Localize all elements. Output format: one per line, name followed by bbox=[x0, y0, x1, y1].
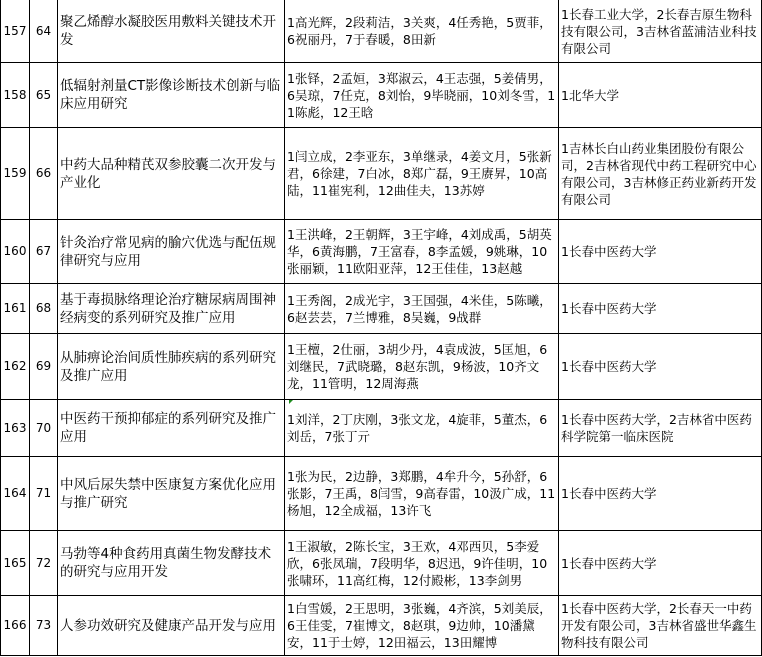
people-cell: 1刘洋，2丁庆刚，3张文龙，4旋菲，5董杰，6刘岳，7张丁亓 bbox=[285, 400, 559, 457]
people-cell: 1王洪峰，2王朝辉，3王宇峰，4刘成禹，5胡英华，6黄海鹏，7王富春，8李孟媛，9姚琳，10张丽颖，11欧阳亚萍，12王佳佳，13赵越 bbox=[285, 220, 559, 284]
seq-cell: 160 bbox=[1, 220, 30, 284]
num-cell: 64 bbox=[30, 0, 58, 63]
table-row bbox=[1, 128, 762, 220]
seq-cell: 162 bbox=[1, 334, 30, 400]
project-title-cell: 低辐射剂量CT影像诊断技术创新与临床应用研究 bbox=[58, 63, 285, 128]
num-cell: 71 bbox=[30, 457, 58, 531]
seq-cell: 164 bbox=[1, 457, 30, 531]
table-row bbox=[1, 400, 762, 457]
num-cell: 65 bbox=[30, 63, 58, 128]
table-row bbox=[1, 220, 762, 284]
org-cell: 1吉林长白山药业集团股份有限公司，2吉林省现代中药工程研究中心有限公司，3吉林修正药业新药开发有限公司 bbox=[559, 128, 762, 220]
org-cell: 1长春中医药大学 bbox=[559, 220, 762, 284]
people-cell: 1高光辉，2段莉洁，3关爽，4任秀艳，5贾菲，6祝丽丹，7于春暖，8田新 bbox=[285, 0, 559, 63]
num-cell: 68 bbox=[30, 284, 58, 334]
table-row bbox=[1, 596, 762, 656]
org-cell: 1长春中医药大学 bbox=[559, 531, 762, 596]
num-cell: 66 bbox=[30, 128, 58, 220]
org-cell: 1长春中医药大学 bbox=[559, 284, 762, 334]
table-row bbox=[1, 531, 762, 596]
cell-comment-marker bbox=[289, 400, 293, 404]
project-title-cell: 中药大品种精芪双参胶囊二次开发与产业化 bbox=[58, 128, 285, 220]
people-cell: 1王淑敏，2陈长宝，3王欢，4邓西贝，5李爱欣，6张凤瑞，7段明华，8迟迅，9许佳明，10张啸环，11高红梅，12付殿彬，13李剑男 bbox=[285, 531, 559, 596]
people-cell: 1王秀阁，2成光宇，3王国强，4米佳，5陈曦，6赵芸芸，7兰博雅，8吴巍，9战群 bbox=[285, 284, 559, 334]
people-cell: 1王檀，2仕丽，3胡少丹，4袁成波，5匡旭，6刘继民，7武晓璐，8赵东凯，9杨波，10齐文龙，11管明，12周海燕 bbox=[285, 334, 559, 400]
org-cell: 1长春中医药大学，2吉林省中医药科学院第一临床医院 bbox=[559, 400, 762, 457]
num-cell: 72 bbox=[30, 531, 58, 596]
project-title-cell: 聚乙烯醇水凝胶医用敷料关键技术开发 bbox=[58, 0, 285, 63]
people-cell: 1闫立成，2李亚东，3单继录，4姜文月，5张新君，6徐建，7白冰，8郑广磊，9王赓昇，10高陆，11崔宪利，12曲佳夫，13苏婷 bbox=[285, 128, 559, 220]
num-cell: 73 bbox=[30, 596, 58, 656]
project-title-cell: 人参功效研究及健康产品开发与应用 bbox=[58, 596, 285, 656]
project-title-cell: 基于毒损脉络理论治疗糖尿病周围神经病变的系列研究及推广应用 bbox=[58, 284, 285, 334]
num-cell: 70 bbox=[30, 400, 58, 457]
seq-cell: 166 bbox=[1, 596, 30, 656]
project-title-cell: 中风后尿失禁中医康复方案优化应用与推广研究 bbox=[58, 457, 285, 531]
people-cell: 1张为民，2边静，3郑鹏，4牟升今，5孙舒，6张影，7王禹，8闫雪，9高春雷，10汲广成，11杨旭，12全成福，13许飞 bbox=[285, 457, 559, 531]
people-cell: 1白雪媛，2王思明，3张巍，4齐滨，5刘美辰，6王佳雯，7崔博文，8赵琪，9边帅，10潘黛安，11于士婷，12田福云，13田耀博 bbox=[285, 596, 559, 656]
seq-cell: 159 bbox=[1, 128, 30, 220]
people-cell: 1张铎，2孟姮，3郑淑云，4王志强，5姜倩男，6吴琼，7任克，8刘怡，9毕晓丽，10刘冬雪，11陈彪，12王晗 bbox=[285, 63, 559, 128]
project-title-cell: 从肺痹论治间质性肺疾病的系列研究及推广应用 bbox=[58, 334, 285, 400]
project-title-cell: 针灸治疗常见病的腧穴优选与配伍规律研究与应用 bbox=[58, 220, 285, 284]
project-title-cell: 中医药干预抑郁症的系列研究及推广应用 bbox=[58, 400, 285, 457]
seq-cell: 163 bbox=[1, 400, 30, 457]
num-cell: 69 bbox=[30, 334, 58, 400]
seq-cell: 158 bbox=[1, 63, 30, 128]
table-row bbox=[1, 334, 762, 400]
org-cell: 1长春工业大学，2长春吉原生物科技有限公司，3吉林省蓝浦洁业科技有限公司 bbox=[559, 0, 762, 63]
org-cell: 1长春中医药大学，2长春天一中药开发有限公司，3吉林省盛世华鑫生物科技有限公司 bbox=[559, 596, 762, 656]
table-row bbox=[1, 284, 762, 334]
org-cell: 1北华大学 bbox=[559, 63, 762, 128]
org-cell: 1长春中医药大学 bbox=[559, 334, 762, 400]
seq-cell: 161 bbox=[1, 284, 30, 334]
org-cell: 1长春中医药大学 bbox=[559, 457, 762, 531]
table-row bbox=[1, 63, 762, 128]
table-row bbox=[1, 0, 762, 63]
project-title-cell: 马勃等4种食药用真菌生物发酵技术的研究与应用开发 bbox=[58, 531, 285, 596]
table-row bbox=[1, 457, 762, 531]
seq-cell: 157 bbox=[1, 0, 30, 63]
seq-cell: 165 bbox=[1, 531, 30, 596]
num-cell: 67 bbox=[30, 220, 58, 284]
